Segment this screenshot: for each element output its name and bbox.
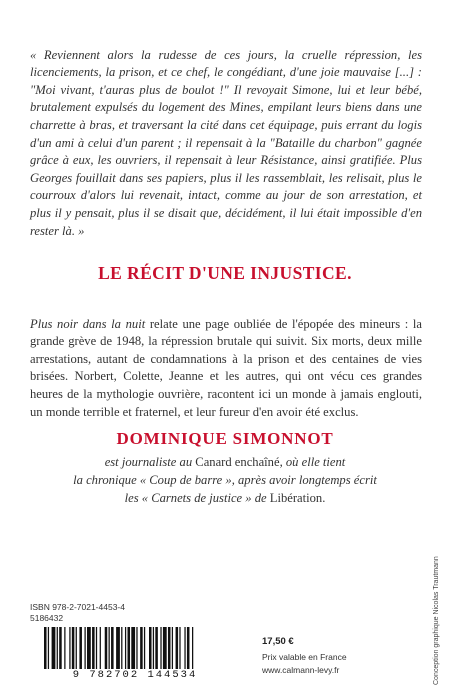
bio-part-3: la chronique « Coup de barre », après avoir longtemps écrit bbox=[73, 473, 377, 487]
barcode-bar bbox=[144, 627, 145, 669]
isbn-line-1: ISBN 978-2-7021-4453-4 bbox=[30, 602, 125, 612]
barcode-bar bbox=[160, 627, 161, 669]
price-note: Prix valable en France bbox=[262, 652, 347, 662]
barcode-bar bbox=[79, 627, 82, 669]
barcode-bar bbox=[136, 627, 137, 669]
barcode-bar bbox=[155, 627, 158, 669]
bio-part-1: est journaliste au bbox=[104, 455, 196, 469]
synopsis bbox=[30, 316, 422, 422]
barcode-bar bbox=[179, 627, 180, 669]
barcode-bar bbox=[153, 627, 154, 669]
barcode-bar bbox=[72, 627, 75, 669]
barcode-bar bbox=[69, 627, 70, 669]
barcode-bar bbox=[100, 627, 101, 669]
barcode-bar bbox=[111, 627, 114, 669]
barcode-bar bbox=[163, 627, 167, 669]
barcode-bar bbox=[76, 627, 77, 669]
bio-part-2: , où elle tient bbox=[279, 455, 346, 469]
isbn-line-2: 5186432 bbox=[30, 613, 64, 623]
bio-part-4: les « Carnets de justice » de bbox=[124, 491, 270, 505]
synopsis-text: relate une page oubliée de l'épopée des mineurs : la grande grève de 1948, la répression brutale qui suivit. Six morts, deux mille arrestations, autant de condamnations à la prison et des centaines de vies brisées. Norbert, Colette, Jeanne et les autres, qui ont vécu ces grandes heures de la mythologie ouvrière, racontent ici un monde à jamais englouti, un monde terrible et fraternel, et leur fureur d'en avoir été exclus. bbox=[30, 316, 422, 419]
price: 17,50 € bbox=[262, 636, 294, 647]
barcode-bar bbox=[140, 627, 143, 669]
barcode-bar bbox=[176, 627, 179, 669]
design-credit bbox=[433, 543, 445, 685]
barcode-bar bbox=[52, 627, 56, 669]
barcode-bar bbox=[109, 627, 110, 669]
barcode-bar bbox=[187, 627, 190, 669]
bio-newspaper: Canard enchaîné bbox=[195, 455, 280, 469]
design-credit-text: Conception graphique Nicolas Trautmann bbox=[433, 556, 440, 685]
publisher-website: www.calmann-levy.fr bbox=[262, 665, 340, 675]
bio-newspaper-2: Libération bbox=[269, 491, 323, 505]
barcode-bar bbox=[84, 627, 85, 669]
book-title: Plus noir dans la nuit bbox=[30, 316, 146, 331]
barcode-bar bbox=[92, 627, 95, 669]
barcode-digits: 9 782702 144534 bbox=[30, 669, 240, 681]
barcode-bar bbox=[87, 627, 91, 669]
barcode-bar bbox=[59, 627, 62, 669]
barcode-bar bbox=[131, 627, 135, 669]
barcode-bar bbox=[64, 627, 65, 669]
barcode-bar bbox=[184, 627, 185, 669]
barcode-bar bbox=[172, 627, 173, 669]
barcode-bar bbox=[96, 627, 97, 669]
barcode-bar bbox=[57, 627, 58, 669]
bio-end: . bbox=[322, 491, 326, 505]
barcode-bar bbox=[116, 627, 120, 669]
barcode-bar bbox=[168, 627, 171, 669]
barcode-bar bbox=[105, 627, 108, 669]
author-name: DOMINIQUE SIMONNOT bbox=[116, 429, 334, 448]
barcode-bar bbox=[127, 627, 130, 669]
barcode bbox=[30, 627, 240, 682]
section-heading: LE RÉCIT D'UNE INJUSTICE. bbox=[98, 263, 352, 283]
barcode-bar bbox=[149, 627, 152, 669]
author-bio bbox=[0, 453, 450, 507]
isbn-block bbox=[30, 602, 125, 624]
excerpt-quote: « Reviennent alors la rudesse de ces jours, la cruelle répression, les licenciements, la prison, et ce chef, le congédiant, d'une joie mauvaise [...] : "Moi vivant, t'auras plus de boulot !" Il revoyait Simone, lui et leur bébé, brutalement expulsés du logement des Mines, empilant leurs biens dans une charrette à bras, et traversant la cité dans cet équipage, puis errant du logis d'un ami à celui d'un parent ; il repensait à la "Bataille du charbon" gagnée grâce à eux, les ouvriers, il repensait à leur Résistance, ainsi gratifiée. Plus Georges fouillait dans ses papiers, plus il les rassemblait, les relisait, plus le courroux d'alors lui revenait, intact, comme au jour de son arrestation, et plus il y pensait, plus il se disait que, décidément, il lui était impossible d'en rester là. » bbox=[30, 47, 422, 238]
